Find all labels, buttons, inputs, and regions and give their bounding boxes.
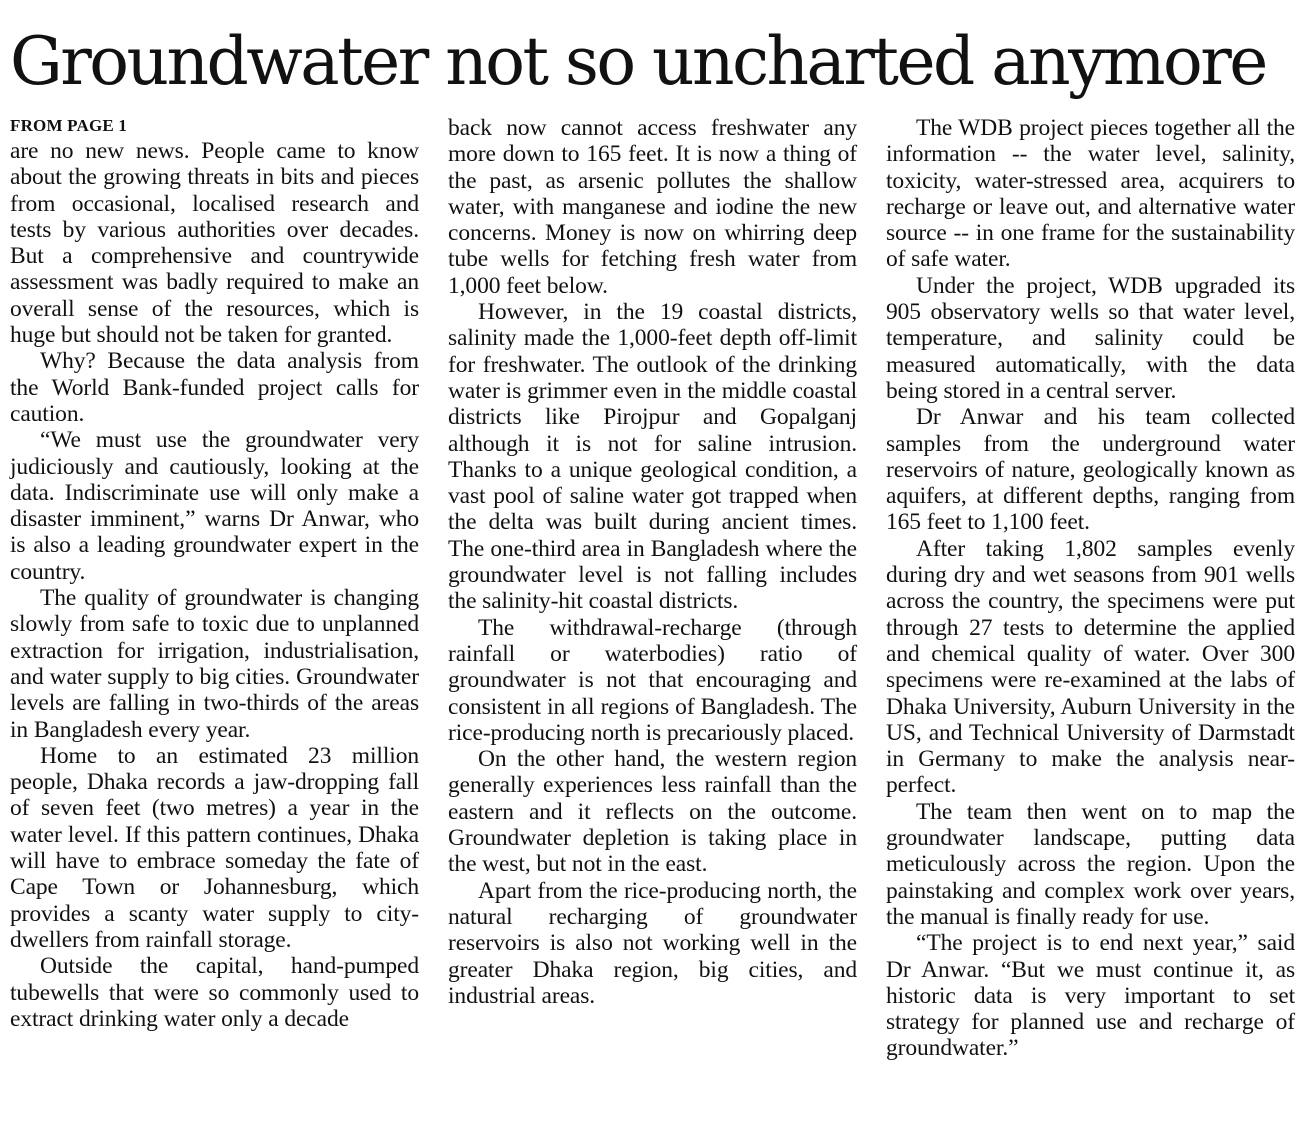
article-column-1 [10, 115, 419, 1032]
paragraph: “The project is to end next year,” said Dr Anwar. “But we must continue it, as historic data is very important to set strategy for planned use and recharge of groundwater.” [886, 930, 1295, 1062]
paragraph: The quality of groundwater is changing slowly from safe to toxic due to unplanned extraction for irrigation, industrialisation, and water supply to big cities. Groundwater levels are falling in two-thirds of the areas in Bangladesh every year. [10, 585, 419, 743]
article-column-3 [886, 115, 1295, 1062]
headline: Groundwater not so uncharted anymore [10, 23, 1266, 100]
paragraph: Home to an estimated 23 million people, Dhaka records a jaw-dropping fall of seven feet (two metres) a year in the water level. If this pattern continues, Dhaka will have to embrace someday the fate of Cape Town or Johannesburg, which provides a scanty water supply to city-dwellers from rainfall storage. [10, 742, 419, 953]
paragraph: Outside the capital, hand-pumped tubewells that were so commonly used to extract drinking water only a decade [10, 953, 419, 1032]
continuation-kicker: FROM PAGE 1 [10, 116, 128, 135]
paragraph: Why? Because the data analysis from the World Bank-funded project calls for caution. [10, 348, 419, 427]
paragraph: back now cannot access freshwater any more down to 165 feet. It is now a thing of the past, as arsenic pollutes the shallow water, with manganese and iodine the new concerns. Money is now on whirring deep tube wells for fetching fresh water from 1,000 feet below. [448, 115, 857, 299]
article-body [0, 115, 1306, 1125]
article-column-2 [448, 115, 857, 1009]
paragraph: The WDB project pieces together all the information -- the water level, salinity, toxicity, water-stressed area, acquirers to recharge or leave out, and alternative water source -- in one frame for the sustainability of safe water. [886, 115, 1295, 273]
paragraph: Apart from the rice-producing north, the natural recharging of groundwater reservoirs is also not working well in the greater Dhaka region, big cities, and industrial areas. [448, 877, 857, 1009]
paragraph: The withdrawal-recharge (through rainfall or waterbodies) ratio of groundwater is not that encouraging and consistent in all regions of Bangladesh. The rice-producing north is precariously placed. [448, 614, 857, 746]
paragraph: However, in the 19 coastal districts, salinity made the 1,000-feet depth off-limit for freshwater. The outlook of the drinking water is grimmer even in the middle coastal districts like Pirojpur and Gopalganj although it is not for saline intrusion. Thanks to a unique geological condition, a vast pool of saline water got trapped when the delta was built during ancient times. The one-third area in Bangladesh where the groundwater level is not falling includes the salinity-hit coastal districts. [448, 299, 857, 615]
paragraph: The team then went on to map the groundwater landscape, putting data meticulously across the region. Upon the painstaking and complex work over years, the manual is finally ready for use. [886, 798, 1295, 930]
paragraph: Under the project, WDB upgraded its 905 observatory wells so that water level, temperature, and salinity could be measured automatically, with the data being stored in a central server. [886, 272, 1295, 404]
paragraph: On the other hand, the western region generally experiences less rainfall than the eastern and it reflects on the outcome. Groundwater depletion is taking place in the west, but not in the east. [448, 746, 857, 878]
paragraph: After taking 1,802 samples evenly during dry and wet seasons from 901 wells across the country, the specimens were put through 27 tests to determine the applied and chemical quality of water. Over 300 specimens were re-examined at the labs of Dhaka University, Auburn University in the US, and Technical University of Darmstadt in Germany to make the analysis near-perfect. [886, 535, 1295, 799]
paragraph: are no new news. People came to know about the growing threats in bits and pieces from occasional, localised research and tests by various authorities over decades. But a comprehensive and countrywide assessment was badly required to make an overall sense of the resources, which is huge but should not be taken for granted. [10, 138, 419, 349]
paragraph: Dr Anwar and his team collected samples from the underground water reservoirs of nature, geologically known as aquifers, at different depths, ranging from 165 feet to 1,100 feet. [886, 404, 1295, 536]
paragraph: “We must use the groundwater very judiciously and cautiously, looking at the data. Indiscriminate use will only make a disaster imminent,” warns Dr Anwar, who is also a leading groundwater expert in the country. [10, 427, 419, 585]
